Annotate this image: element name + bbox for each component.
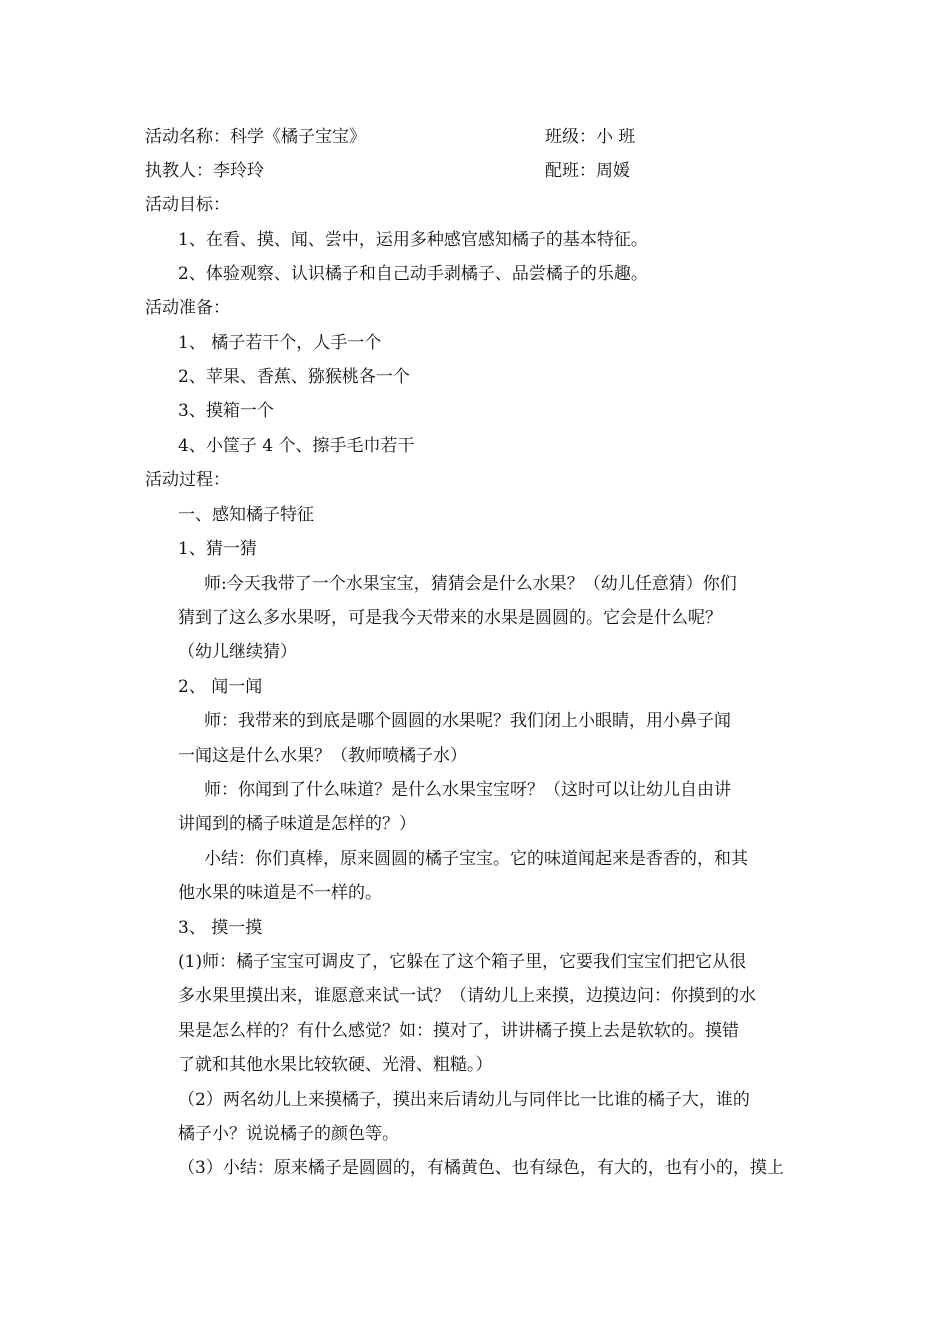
prep-item: 1、 橘子若干个，人手一个	[178, 333, 382, 353]
paragraph-line: 了就和其他水果比较软硬、光滑、粗糙。）	[178, 1055, 493, 1075]
goals-title: 活动目标：	[145, 195, 230, 215]
paragraph-line: 讲闻到的橘子味道是怎样的？）	[178, 814, 416, 834]
paragraph-line: 多水果里摸出来，谁愿意来试一试？（请幼儿上来摸，边摸边问：你摸到的水	[178, 986, 756, 1006]
prep-item: 2、苹果、香蕉、猕猴桃各一个	[178, 367, 410, 387]
step-title: 1、猜一猜	[178, 539, 257, 559]
step-title: 3、 摸一摸	[178, 918, 263, 938]
teacher-label: 执教人：李玲玲	[145, 161, 264, 181]
activity-name: 活动名称：科学《橘子宝宝》	[145, 127, 366, 147]
paragraph-line: 猜到了这么多水果呀，可是我今天带来的水果是圆圆的。它会是什么呢？	[178, 608, 722, 628]
paragraph-line: 师：你闻到了什么味道？是什么水果宝宝呀？（这时可以让幼儿自由讲	[204, 780, 731, 800]
paragraph-line: （2）两名幼儿上来摸橘子，摸出来后请幼儿与同伴比一比谁的橘子大，谁的	[178, 1090, 750, 1110]
assistant-label: 配班：周媛	[545, 161, 630, 181]
step-title: 2、 闻一闻	[178, 677, 263, 697]
paragraph-line: 他水果的味道是不一样的。	[178, 883, 382, 903]
prep-item: 3、摸箱一个	[178, 401, 274, 421]
paragraph-line: （幼儿继续猜）	[178, 642, 297, 662]
goal-item: 2、体验观察、认识橘子和自己动手剥橘子、品尝橘子的乐趣。	[178, 264, 648, 284]
paragraph-line: 果是怎么样的？有什么感觉？如：摸对了，讲讲橘子摸上去是软软的。摸错	[178, 1021, 739, 1041]
paragraph-line: （3）小结：原来橘子是圆圆的，有橘黄色、也有绿色，有大的，也有小的，摸上	[178, 1158, 784, 1178]
prep-title: 活动准备：	[145, 298, 230, 318]
goal-item: 1、在看、摸、闻、尝中，运用多种感官感知橘子的基本特征。	[178, 230, 648, 250]
paragraph-line: 小结：你们真棒，原来圆圆的橘子宝宝。它的味道闻起来是香香的，和其	[204, 849, 748, 869]
paragraph-line: 一闻这是什么水果？（教师喷橘子水）	[178, 746, 467, 766]
class-label: 班级：小 班	[545, 127, 636, 147]
paragraph-line: (1)师：橘子宝宝可调皮了，它躲在了这个箱子里，它要我们宝宝们把它从很	[178, 952, 747, 972]
paragraph-line: 师:今天我带了一个水果宝宝，猜猜会是什么水果？（幼儿任意猜）你们	[204, 574, 737, 594]
process-title: 活动过程：	[145, 470, 230, 490]
section-heading: 一、感知橘子特征	[178, 505, 314, 525]
paragraph-line: 橘子小？说说橘子的颜色等。	[178, 1124, 399, 1144]
paragraph-line: 师：我带来的到底是哪个圆圆的水果呢？我们闭上小眼睛，用小鼻子闻	[204, 711, 731, 731]
prep-item: 4、小筐子 4 个、擦手毛巾若干	[178, 436, 415, 456]
